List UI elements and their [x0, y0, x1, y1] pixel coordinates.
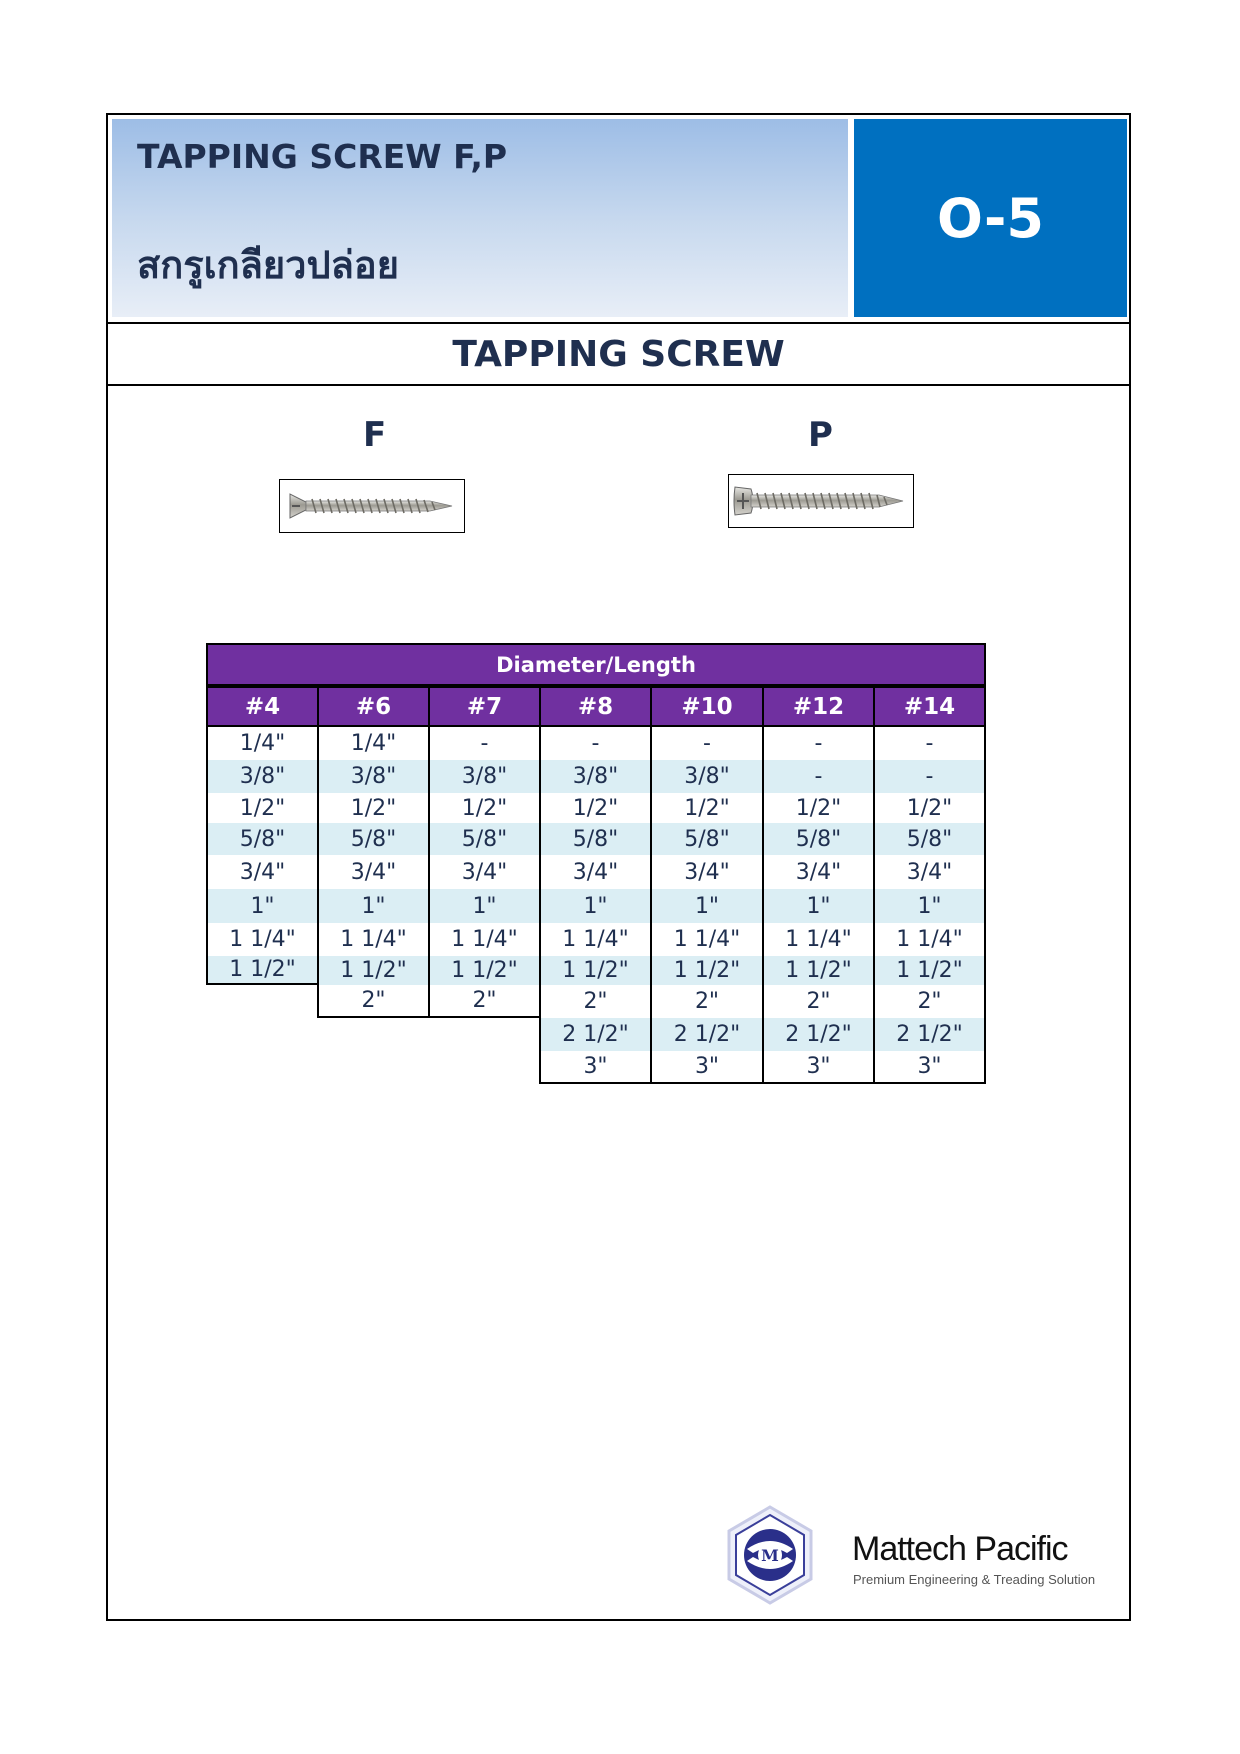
table-cell: 1/4" [317, 727, 430, 760]
table-cell: 1/4" [206, 727, 319, 760]
table-cell: 1" [762, 889, 875, 923]
flat-head-screw-icon [280, 480, 464, 532]
table-column-header: #10 [650, 686, 764, 727]
table-cell: 3/8" [317, 760, 430, 793]
table-column-header: #8 [539, 686, 652, 727]
svg-text:M: M [761, 1546, 779, 1565]
catalog-code: O-5 [937, 186, 1044, 250]
table-cell: 3/4" [762, 855, 875, 889]
section-title: TAPPING SCREW [452, 333, 785, 375]
table-cell: 1/2" [428, 793, 541, 823]
table-cell: 1 1/2" [317, 956, 430, 985]
table-cell: 1/2" [317, 793, 430, 823]
brand-tagline: Premium Engineering & Treading Solution [853, 1572, 1096, 1587]
table-cell: 3" [762, 1051, 875, 1084]
table-cell: 1" [650, 889, 764, 923]
table-cell: 5/8" [650, 823, 764, 855]
pan-head-screw-icon [729, 475, 913, 527]
table-cell: 1 1/2" [206, 956, 319, 985]
table-column-header: #4 [206, 686, 319, 727]
table-cell: 1" [873, 889, 986, 923]
mattech-logo-icon [725, 1505, 815, 1605]
table-cell: 1 1/4" [539, 923, 652, 956]
table-cell: 2" [650, 985, 764, 1018]
table-cell: 3/4" [873, 855, 986, 889]
table-cell: 1 1/2" [873, 956, 986, 985]
table-cell: - [539, 727, 652, 760]
table-cell: 2 1/2" [873, 1018, 986, 1051]
table-cell: 2" [317, 985, 430, 1018]
table-cell: 3/4" [650, 855, 764, 889]
table-cell: 5/8" [428, 823, 541, 855]
table-cell: 5/8" [762, 823, 875, 855]
brand-name: Mattech Pacific [852, 1530, 1068, 1568]
table-cell: 3/8" [206, 760, 319, 793]
table-cell: 1 1/2" [650, 956, 764, 985]
table-column-header: #14 [873, 686, 986, 727]
table-cell: 2 1/2" [650, 1018, 764, 1051]
table-cell: - [762, 727, 875, 760]
table-cell: - [650, 727, 764, 760]
table-cell: 3/4" [539, 855, 652, 889]
table-cell: 2" [762, 985, 875, 1018]
table-cell: 5/8" [317, 823, 430, 855]
table-cell: 5/8" [873, 823, 986, 855]
table-column-header: #7 [428, 686, 541, 727]
table-cell: 2" [873, 985, 986, 1018]
table-cell: 1" [317, 889, 430, 923]
table-cell: 1 1/2" [762, 956, 875, 985]
table-cell: 2 1/2" [762, 1018, 875, 1051]
table-cell: 2" [539, 985, 652, 1018]
table-cell: 1 1/2" [428, 956, 541, 985]
header-banner [112, 119, 848, 317]
table-caption: Diameter/Length [206, 643, 986, 686]
table-cell: 1" [206, 889, 319, 923]
page-title: TAPPING SCREW F,P [137, 137, 508, 176]
table-cell: 5/8" [206, 823, 319, 855]
table-cell: 1 1/4" [873, 923, 986, 956]
type-label-f: F [363, 415, 387, 455]
table-cell: 3/8" [428, 760, 541, 793]
table-cell: 5/8" [539, 823, 652, 855]
catalog-code-box [854, 119, 1127, 317]
table-cell: 1/2" [762, 793, 875, 823]
table-cell: 3" [539, 1051, 652, 1084]
company-logo [725, 1505, 815, 1605]
table-cell: 3/8" [650, 760, 764, 793]
table-cell: - [428, 727, 541, 760]
table-cell: 1 1/4" [428, 923, 541, 956]
table-cell: 1/2" [539, 793, 652, 823]
table-cell: 3" [873, 1051, 986, 1084]
table-cell: 1" [539, 889, 652, 923]
table-cell: 1 1/4" [206, 923, 319, 956]
page-subtitle-thai: สกรูเกลียวปล่อย [137, 243, 399, 287]
table-cell: 2 1/2" [539, 1018, 652, 1051]
table-column-header: #6 [317, 686, 430, 727]
table-cell: 1 1/2" [539, 956, 652, 985]
table-cell: - [762, 760, 875, 793]
table-cell: 3" [650, 1051, 764, 1084]
flat-head-screw-image [279, 479, 465, 533]
table-cell: 1/2" [206, 793, 319, 823]
table-cell: 3/4" [428, 855, 541, 889]
table-cell: 1 1/4" [317, 923, 430, 956]
pan-head-screw-image [728, 474, 914, 528]
table-cell: 2" [428, 985, 541, 1018]
table-cell: - [873, 727, 986, 760]
table-cell: 3/8" [539, 760, 652, 793]
table-cell: 1/2" [873, 793, 986, 823]
table-cell: 3/4" [206, 855, 319, 889]
table-cell: 1 1/4" [762, 923, 875, 956]
type-label-p: P [808, 415, 833, 455]
table-cell: 1/2" [650, 793, 764, 823]
table-cell: 1" [428, 889, 541, 923]
table-cell: 1 1/4" [650, 923, 764, 956]
table-cell: - [873, 760, 986, 793]
section-header [108, 322, 1129, 386]
table-cell: 3/4" [317, 855, 430, 889]
table-column-header: #12 [762, 686, 875, 727]
